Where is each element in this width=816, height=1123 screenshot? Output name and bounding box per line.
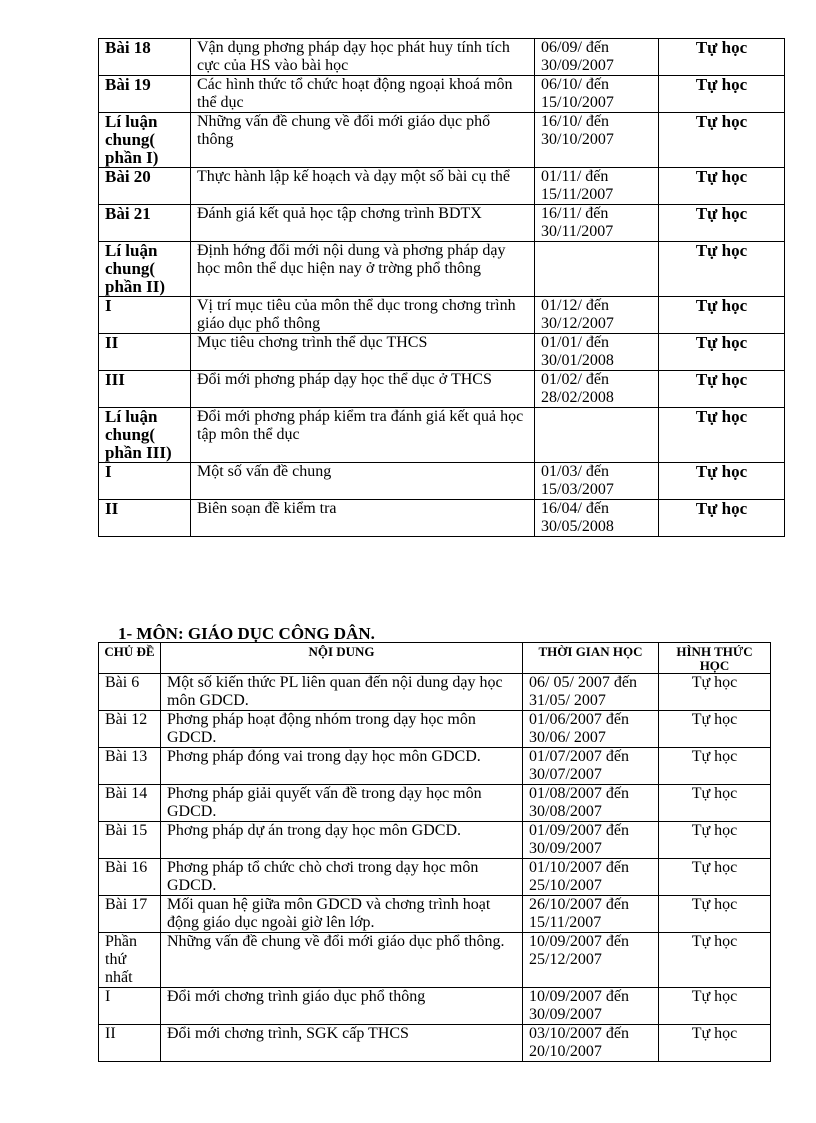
section-title: 1- MÔN: GIÁO DỤC CÔNG DÂN. [118,624,375,643]
row-content: Thực hành lập kế hoạch và dạy một số bài cụ thể [191,168,535,205]
table-row [99,822,771,859]
row-study-form: Tự học [659,334,785,371]
row-topic: Bài 16 [99,859,161,896]
row-study-form: Tự học [659,205,785,242]
row-study-form: Tự học [659,711,771,748]
table-row [99,205,785,242]
row-content: Đổi mới phơng pháp kiểm tra đánh giá kết quả học tập môn thể dục [191,408,535,463]
row-topic: Bài 19 [99,76,191,113]
table-header-row [99,643,771,674]
table-row [99,785,771,822]
row-study-form: Tự học [659,371,785,408]
table-row [99,371,785,408]
row-study-form: Tự học [659,896,771,933]
row-time: 01/02/ đến 28/02/2008 [535,371,659,408]
row-topic: Phần thứ nhất [99,933,161,988]
row-study-form: Tự học [659,408,785,463]
row-topic: I [99,988,161,1025]
row-study-form: Tự học [659,297,785,334]
table-row [99,711,771,748]
table-row [99,748,771,785]
row-time: 01/09/2007 đến 30/09/2007 [523,822,659,859]
row-topic: II [99,1025,161,1062]
row-time: 01/03/ đến 15/03/2007 [535,463,659,500]
row-time: 01/06/2007 đến 30/06/ 2007 [523,711,659,748]
row-study-form: Tự học [659,168,785,205]
row-topic: II [99,500,191,537]
table-row [99,408,785,463]
row-content: Đổi mới phơng pháp dạy học thể dục ở THCS [191,371,535,408]
row-study-form: Tự học [659,933,771,988]
row-content: Biên soạn đề kiểm tra [191,500,535,537]
row-topic: Bài 15 [99,822,161,859]
row-content: Vị trí mục tiêu của môn thể dục trong chơng trình giáo dục phổ thông [191,297,535,334]
row-study-form: Tự học [659,500,785,537]
row-time: 01/01/ đến 30/01/2008 [535,334,659,371]
row-content: Đánh giá kết quả học tập chơng trình BDTX [191,205,535,242]
row-time: 01/11/ đến 15/11/2007 [535,168,659,205]
row-content: Phơng pháp dự án trong dạy học môn GDCD. [161,822,523,859]
row-study-form: Tự học [659,785,771,822]
civic-education-table [98,642,771,1062]
row-content: Đổi mới chơng trình giáo dục phổ thông [161,988,523,1025]
table-row [99,674,771,711]
row-content: Phơng pháp giải quyết vấn đề trong dạy học môn GDCD. [161,785,523,822]
row-content: Một số vấn đề chung [191,463,535,500]
table-row [99,463,785,500]
table-row [99,39,785,76]
header-form: HÌNH THỨC HỌC [659,643,771,674]
row-study-form: Tự học [659,859,771,896]
row-topic: III [99,371,191,408]
row-content: Phơng pháp hoạt động nhóm trong dạy học môn GDCD. [161,711,523,748]
row-time: 01/08/2007 đến 30/08/2007 [523,785,659,822]
row-time: 16/11/ đến 30/11/2007 [535,205,659,242]
row-topic: Bài 13 [99,748,161,785]
row-topic: II [99,334,191,371]
table2-body [99,674,771,1062]
row-topic: I [99,297,191,334]
header-time: THỜI GIAN HỌC [523,643,659,674]
table-row [99,334,785,371]
row-topic: Lí luận chung( phần II) [99,242,191,297]
row-content: Những vấn đề chung về đổi mới giáo dục phổ thông [191,113,535,168]
table-row [99,988,771,1025]
row-time: 01/07/2007 đến 30/07/2007 [523,748,659,785]
table-row [99,500,785,537]
row-topic: Bài 21 [99,205,191,242]
row-study-form: Tự học [659,822,771,859]
header-topic: CHỦ ĐỀ [99,643,161,674]
row-time: 16/04/ đến 30/05/2008 [535,500,659,537]
row-time [535,408,659,463]
row-topic: Bài 14 [99,785,161,822]
row-time: 06/09/ đến 30/09/2007 [535,39,659,76]
table-row [99,297,785,334]
row-content: Các hình thức tổ chức hoạt động ngoại khoá môn thể dục [191,76,535,113]
row-study-form: Tự học [659,242,785,297]
row-study-form: Tự học [659,988,771,1025]
row-topic: Bài 20 [99,168,191,205]
row-study-form: Tự học [659,113,785,168]
table-row [99,242,785,297]
row-content: Định hớng đổi mới nội dung và phơng pháp dạy học môn thể dục hiện nay ở trờng phổ thông [191,242,535,297]
row-time [535,242,659,297]
table-row [99,113,785,168]
row-topic: I [99,463,191,500]
row-content: Mối quan hệ giữa môn GDCD và chơng trình hoạt động giáo dục ngoài giờ lên lớp. [161,896,523,933]
table-row [99,896,771,933]
row-topic: Bài 17 [99,896,161,933]
row-time: 06/ 05/ 2007 đến 31/05/ 2007 [523,674,659,711]
table1-body [99,39,785,537]
row-time: 03/10/2007 đến 20/10/2007 [523,1025,659,1062]
row-time: 10/09/2007 đến 25/12/2007 [523,933,659,988]
table-row [99,933,771,988]
row-content: Những vấn đề chung về đổi mới giáo dục phổ thông. [161,933,523,988]
row-topic: Bài 12 [99,711,161,748]
row-time: 16/10/ đến 30/10/2007 [535,113,659,168]
row-time: 06/10/ đến 15/10/2007 [535,76,659,113]
header-content: NỘI DUNG [161,643,523,674]
row-topic: Bài 18 [99,39,191,76]
row-study-form: Tự học [659,674,771,711]
row-study-form: Tự học [659,463,785,500]
row-topic: Lí luận chung( phần I) [99,113,191,168]
row-content: Đổi mới chơng trình, SGK cấp THCS [161,1025,523,1062]
row-study-form: Tự học [659,39,785,76]
row-content: Một số kiến thức PL liên quan đến nội dung dạy học môn GDCD. [161,674,523,711]
row-content: Phơng pháp tổ chức chò chơi trong dạy học môn GDCD. [161,859,523,896]
row-topic: Lí luận chung( phần III) [99,408,191,463]
table-row [99,168,785,205]
row-time: 01/12/ đến 30/12/2007 [535,297,659,334]
table-row [99,76,785,113]
training-schedule-table-1 [98,38,785,537]
row-study-form: Tự học [659,748,771,785]
row-topic: Bài 6 [99,674,161,711]
row-time: 26/10/2007 đến 15/11/2007 [523,896,659,933]
row-content: Phơng pháp đóng vai trong dạy học môn GDCD. [161,748,523,785]
row-study-form: Tự học [659,76,785,113]
row-time: 10/09/2007 đến 30/09/2007 [523,988,659,1025]
table-row [99,859,771,896]
row-content: Mục tiêu chơng trình thể dục THCS [191,334,535,371]
table-row [99,1025,771,1062]
row-content: Vận dụng phơng pháp dạy học phát huy tính tích cực của HS vào bài học [191,39,535,76]
row-time: 01/10/2007 đến 25/10/2007 [523,859,659,896]
row-study-form: Tự học [659,1025,771,1062]
